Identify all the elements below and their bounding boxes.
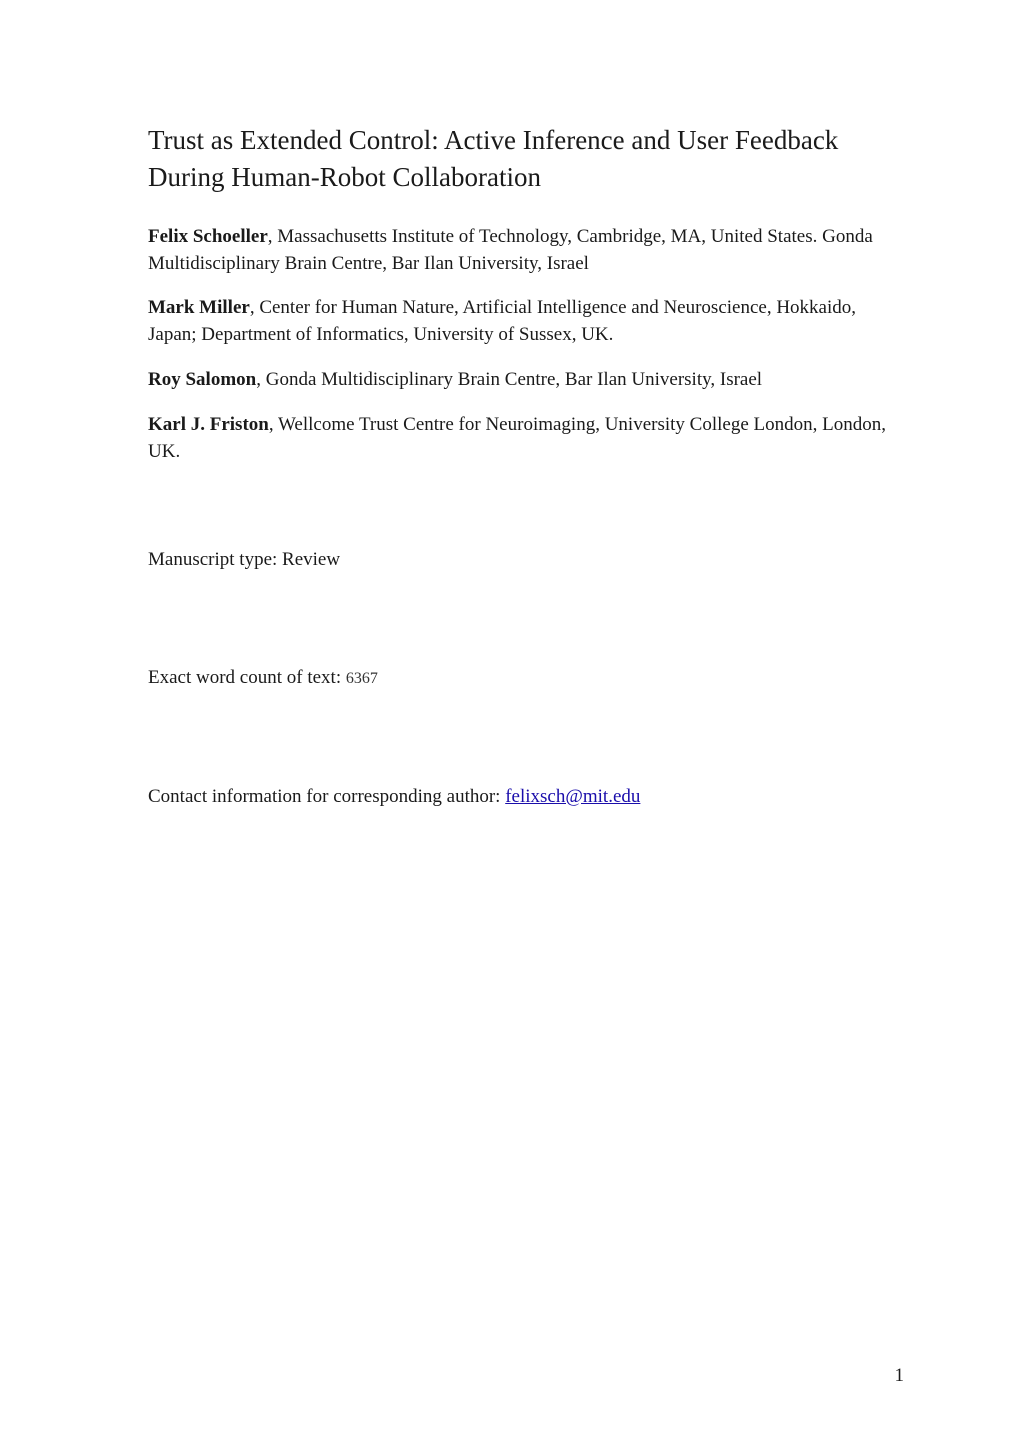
page-number: 1: [894, 1365, 904, 1386]
word-count-label: Exact word count of text:: [148, 667, 346, 688]
author-entry: [148, 223, 908, 277]
author-name: Karl J. Friston: [148, 414, 269, 435]
author-affiliation: , Gonda Multidisciplinary Brain Centre, Bar Ilan University, Israel: [256, 369, 763, 390]
author-affiliation: , Center for Human Nature, Artificial Intelligence and Neuroscience, Hokkaido, Japan; Department of Informatics, University of Sussex, UK.: [148, 297, 857, 345]
author-affiliation: , Massachusetts Institute of Technology, Cambridge, MA, United States. Gonda Multidisciplinary Brain Centre, Bar Ilan University, Israel: [148, 226, 873, 274]
word-count-value: 6367: [345, 670, 378, 687]
author-name: Roy Salomon: [148, 369, 257, 390]
manuscript-type: Manuscript type: Review: [148, 549, 341, 570]
contact-info: [148, 783, 908, 810]
author-affiliation: , Wellcome Trust Centre for Neuroimaging, University College London, London, UK.: [148, 414, 886, 462]
contact-label: Contact information for corresponding author:: [148, 786, 506, 807]
author-name: Mark Miller: [148, 297, 250, 318]
author-entry: [148, 294, 908, 348]
author-entry: [148, 411, 908, 465]
word-count: [148, 664, 908, 692]
author-entry: [148, 366, 908, 393]
paper-title: Trust as Extended Control: Active Inference and User Feedback During Human-Robot Collaboration: [148, 125, 839, 192]
contact-email-link[interactable]: felixsch@mit.edu: [505, 786, 641, 807]
author-name: Felix Schoeller: [148, 226, 268, 247]
